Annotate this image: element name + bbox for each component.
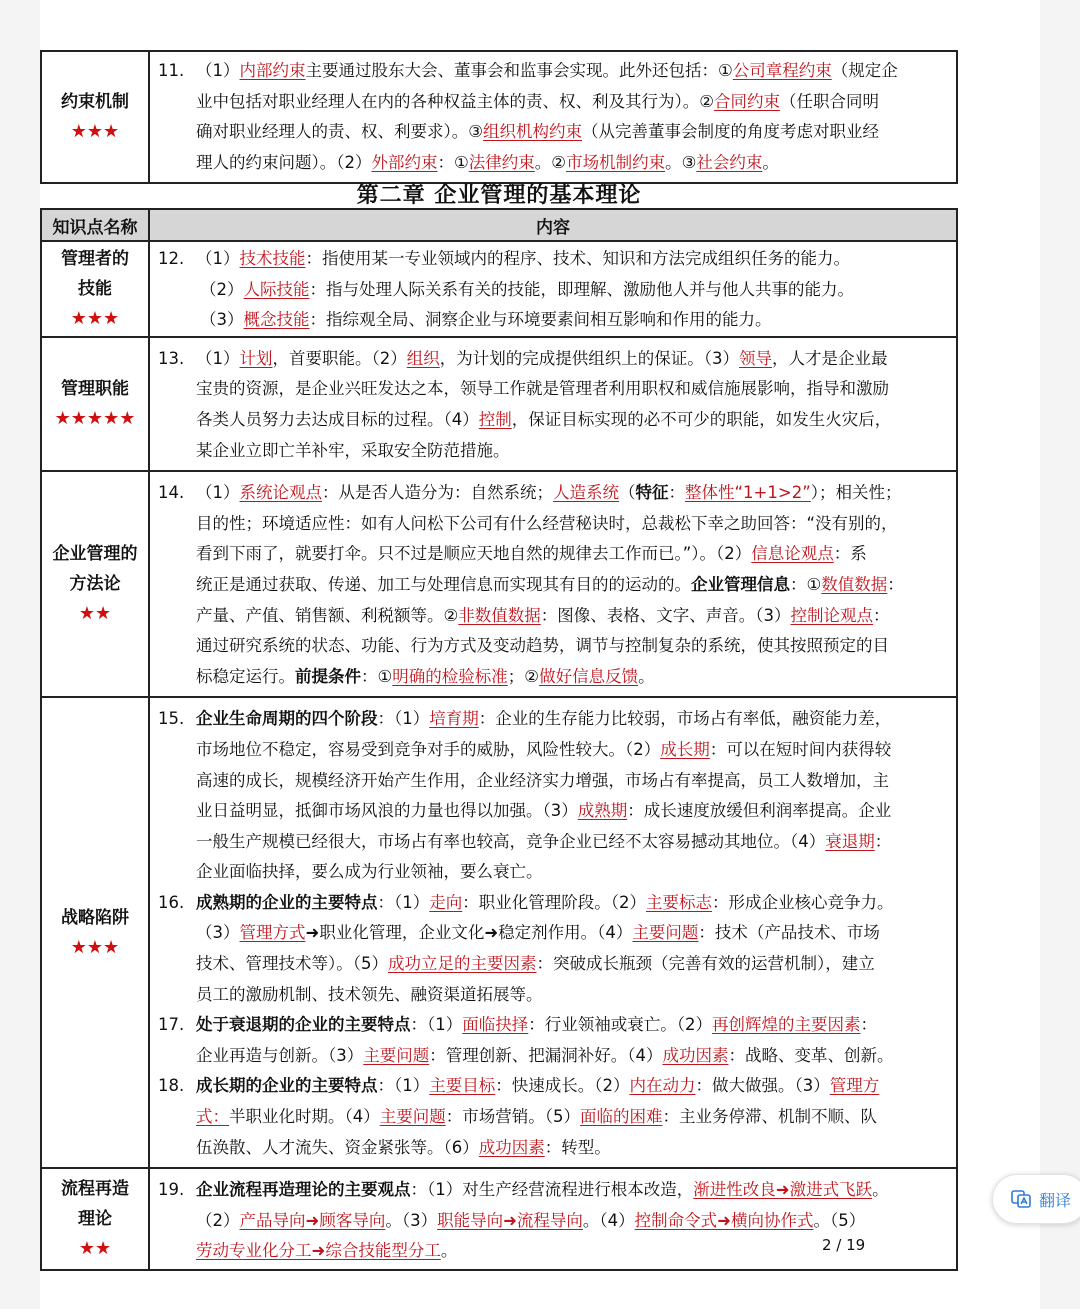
text-run: 主要通过股东大会、董事会和监事会实现。此外还包括：① [305, 61, 733, 80]
text-run: （ [619, 483, 636, 503]
key-term: 主要目标 [429, 1076, 496, 1096]
text-run: （3） [200, 310, 244, 330]
content-line [196, 305, 948, 336]
content-line [196, 405, 948, 436]
key-term: 成功因素 [478, 1137, 545, 1157]
key-term: 控制 [478, 409, 512, 429]
text-run: （1） [196, 483, 240, 503]
text-run: 企业再造与创新。（3） [196, 1045, 364, 1065]
text-run: ：指使用某一专业领域内的程序、技术、知识和方法完成组织任务的能力。 [305, 249, 850, 268]
text-run: ：图像、表格、文字、声音。（3） [540, 605, 791, 625]
row-name [44, 87, 146, 117]
row-name-line: 管理职能 [61, 378, 129, 399]
table-row-12 [41, 241, 957, 337]
text-run: ：（1）对生产经营流程进行根本改造， [410, 1180, 694, 1200]
table-row-14 [41, 471, 957, 697]
item-number: 19. [158, 1180, 185, 1200]
text-run: ：行业领袖或衰亡。（2） [528, 1015, 712, 1035]
key-term: 面临的困难 [580, 1107, 663, 1127]
key-term: 明确的检验标准 [392, 666, 508, 686]
text-run: （1） [196, 61, 240, 80]
knowledge-point-content [149, 51, 957, 183]
key-term: 培育期 [429, 709, 479, 729]
key-term: 面临抉择 [462, 1015, 529, 1035]
content-line [196, 570, 948, 601]
content-line [196, 344, 948, 375]
text-run: ：① [361, 666, 393, 686]
key-term: 渐进性改良➜激进式飞跃 [693, 1180, 873, 1200]
text-run: 。 [872, 1180, 889, 1200]
knowledge-table [40, 208, 958, 1271]
rating-stars: ★★★★★ [54, 407, 136, 429]
key-term: 再创辉煌的主要因素 [712, 1015, 861, 1035]
knowledge-point-name [41, 337, 149, 471]
key-term: 成熟期 [577, 801, 628, 821]
row-name [44, 244, 146, 304]
key-term: 法律约束 [468, 152, 535, 172]
content-line [196, 436, 948, 467]
text-run: 半职业化时期。（4） [229, 1107, 380, 1127]
bold-term: 成熟期的企业的主要特点 [196, 892, 378, 912]
text-run: ：指综观全局、洞察企业与环境要素间相互影响和作用的能力。 [309, 310, 772, 330]
content-multi [158, 704, 948, 1163]
content-line [196, 918, 948, 949]
text-run: ）；相关性； [810, 483, 902, 503]
key-term: 市场机制约束 [566, 152, 666, 172]
knowledge-point-name [41, 51, 149, 183]
key-term: 控制论观点 [790, 605, 874, 625]
text-run: 某企业立即亡羊补牢，采取安全防范措施。 [196, 440, 510, 460]
content-paragraph [158, 478, 948, 692]
key-term: 做好信息反馈 [539, 666, 639, 686]
text-run: ： [860, 1015, 877, 1035]
key-term: 成功因素 [662, 1045, 729, 1065]
key-term: 内部约束 [239, 61, 306, 80]
text-run: 。（4） [582, 1210, 635, 1230]
text-run: （规定企 [831, 61, 898, 80]
row-name [44, 539, 146, 599]
text-run: ： [874, 831, 892, 851]
content-line [196, 374, 948, 405]
row-name-line: 方法论 [69, 574, 121, 595]
key-term: 组织 [406, 348, 440, 368]
text-run: ：从是否人造分为：自然系统； [322, 483, 553, 503]
row-name-line: 约束机制 [61, 92, 129, 113]
text-run: ：成长速度放缓但利润率提高。企业 [627, 801, 892, 821]
content-line [196, 509, 948, 540]
key-term: 组织机构约束 [483, 122, 583, 142]
text-run: （2） [196, 1210, 240, 1230]
content-line [196, 1010, 948, 1041]
bold-term: 特征 [635, 483, 669, 503]
key-term: 主要问题 [363, 1045, 430, 1065]
text-run: 。（3） [385, 1210, 438, 1230]
content-paragraph [158, 344, 948, 466]
knowledge-point-content [149, 697, 957, 1168]
content-line [196, 1071, 948, 1102]
text-run: ：做大做强。（3） [695, 1076, 830, 1096]
item-number: 18. [158, 1076, 185, 1096]
content-line [196, 601, 948, 632]
text-run: 。 [762, 152, 779, 172]
key-term: 系统论观点 [239, 483, 322, 503]
knowledge-point-name [41, 241, 149, 337]
key-term: 合同约束 [714, 91, 781, 111]
key-term: 劳动专业化分工➜综合技能型分工 [196, 1241, 441, 1261]
key-term: 主要问题 [632, 923, 699, 943]
key-term: 公司章程约束 [732, 61, 832, 80]
text-run: 统正是通过获取、传递、加工与处理信息而实现其有目的的运动的。 [196, 574, 691, 594]
text-run: ：技术（产品技术、市场 [698, 923, 880, 943]
key-term: 信息论观点 [751, 544, 834, 564]
page-indicator: 2 / 19 [822, 1236, 866, 1254]
text-run: ： [873, 605, 890, 625]
text-run: ：指与处理人际关系有关的技能，即理解、激励他人并与他人共事的能力。 [309, 279, 854, 299]
text-run: 业中包括对职业经理人在内的各种权益主体的责、权、利及其行为）。② [196, 91, 715, 111]
text-run: 一般生产规模已经很大，市场占有率也较高，竞争企业已经不太容易撼动其地位。（4） [196, 831, 826, 851]
row-name-line: 管理者的 [61, 248, 129, 269]
text-run: ：突破成长瓶颈（完善有效的运营机制），建立 [536, 954, 875, 974]
text-run: ：形成企业核心竞争力。 [712, 892, 894, 912]
rating-stars: ★★★ [70, 307, 120, 329]
content-line [196, 478, 948, 509]
content-line [196, 631, 948, 662]
key-term: 产品导向➜顾客导向 [239, 1210, 386, 1230]
key-term: 数值数据 [821, 574, 888, 594]
text-run: 标稳定运行。 [196, 666, 295, 686]
key-term: 社会约束 [696, 152, 763, 172]
text-run: 各类人员努力去达成目标的过程。（4） [196, 409, 479, 429]
bold-term: 企业生命周期的四个阶段 [196, 709, 378, 729]
content-line [196, 949, 948, 980]
text-run: 。③ [665, 152, 697, 172]
row-name-line: 流程再造 [61, 1179, 129, 1200]
key-term: 式： [196, 1107, 229, 1127]
text-run: （3） [196, 923, 240, 943]
column-header-content: 内容 [149, 209, 957, 241]
content-line [196, 148, 948, 179]
key-term: 成长期 [660, 739, 710, 759]
key-term: 管理方 [829, 1076, 880, 1096]
text-run: ： [668, 483, 685, 503]
key-term: 控制命令式➜横向协作式 [634, 1210, 814, 1230]
text-run: ，为计划的完成提供组织上的保证。（3） [439, 348, 739, 368]
bold-term: 企业流程再造理论的主要观点 [196, 1180, 411, 1200]
text-run: ：（1） [377, 1076, 430, 1096]
text-run: 企业面临抉择，要么成为行业领袖，要么衰亡。 [196, 862, 543, 882]
row-name-line: 理论 [78, 1209, 112, 1230]
content-line [196, 244, 948, 275]
row-name [44, 903, 146, 933]
rating-stars: ★★ [78, 603, 112, 625]
text-run: 通过研究系统的状态、功能、行为方式及变动趋势，调节与控制复杂的系统，使其按照预定的目 [196, 636, 889, 656]
item-number: 11. [158, 61, 185, 80]
text-run: ：（1） [410, 1015, 463, 1035]
content-line [196, 857, 948, 888]
table-row-19 [41, 1168, 957, 1270]
text-run: 员工的激励机制、技术领先、融资渠道拓展等。 [196, 984, 543, 1004]
text-run: 。② [534, 152, 567, 172]
text-run: 目的性；环境适应性：如有人问松下公司有什么经营秘诀时，总裁松下幸之助回答：“没有别的， [196, 513, 898, 533]
table-row-11 [40, 50, 958, 184]
text-run: ：企业的生存能力比较弱，市场占有率低，融资能力差， [478, 709, 892, 729]
key-term: 计划 [239, 348, 273, 368]
content-line [196, 56, 948, 87]
knowledge-point-name [41, 697, 149, 1168]
key-term: 职能导向➜流程导向 [437, 1210, 583, 1230]
text-run: ： [887, 574, 904, 594]
content-line [196, 827, 948, 858]
text-run: 高速的成长，规模经济开始产生作用，企业经济实力增强，市场占有率提高，员工人数增加，主 [196, 770, 889, 790]
key-term: 非数值数据 [458, 605, 541, 625]
content-line [196, 1206, 948, 1237]
text-run: 理人的约束问题）。（2） [196, 152, 372, 172]
item-number: 14. [158, 483, 185, 503]
key-term: 衰退期 [825, 831, 875, 851]
knowledge-point-name [41, 471, 149, 697]
content-paragraph [158, 1071, 948, 1163]
column-header-name: 知识点名称 [41, 209, 149, 241]
key-term: 管理方式 [239, 923, 306, 943]
content-line [196, 1102, 948, 1133]
content-line [196, 117, 948, 148]
key-term: 人造系统 [553, 483, 619, 503]
text-run: ：职业化管理阶段。（2） [462, 892, 646, 912]
content-line [196, 735, 948, 766]
text-run: （2） [200, 279, 244, 299]
text-run: ：主业务停滞、机制不顺、队 [662, 1107, 877, 1127]
content-line [196, 888, 948, 919]
text-run: 业日益明显，抵御市场风浪的力量也得以加强。（3） [196, 801, 578, 821]
item-number: 16. [158, 892, 185, 912]
key-term: 外部约束 [371, 152, 438, 172]
translate-icon [1011, 1190, 1031, 1208]
text-run: 看到下雨了，就要打伞。只不过是顺应天地自然的规律去工作而已。”）。（2） [196, 544, 752, 564]
text-run: （从完善董事会制度的角度考虑对职业经 [582, 122, 880, 142]
item-number: 12. [158, 249, 185, 268]
knowledge-point-content [149, 337, 957, 471]
content-line [196, 1175, 948, 1206]
content-paragraph [158, 244, 948, 336]
content-line [196, 1133, 948, 1164]
bold-term: 企业管理信息 [691, 574, 790, 594]
text-run: ：转型。 [544, 1137, 611, 1157]
text-run: ：（1） [377, 709, 430, 729]
content-line [196, 87, 948, 118]
item-number: 13. [158, 348, 185, 368]
translate-label: 翻译 [1039, 1190, 1072, 1210]
knowledge-point-content [149, 241, 957, 337]
item-number: 17. [158, 1015, 185, 1035]
rating-stars: ★★★ [70, 121, 120, 143]
text-run: 市场地位不稳定，容易受到竞争对手的威胁，风险性较大。（2） [196, 739, 661, 759]
text-run: ➜职业化管理，企业文化➜稳定剂作用。（4） [305, 923, 633, 943]
text-run: 宝贵的资源，是企业兴旺发达之本，领导工作就是管理者利用职权和威信施展影响，指导和激励 [196, 379, 889, 399]
row-name [44, 374, 146, 404]
item-number: 15. [158, 709, 185, 729]
row-name-line: 技能 [78, 278, 112, 299]
text-run: 。 [638, 666, 655, 686]
content-line [196, 275, 948, 306]
key-term: 主要标志 [646, 892, 712, 912]
content-paragraph [158, 1010, 948, 1071]
table-row-13 [41, 337, 957, 471]
text-run: 技术、管理技术等）。（5） [196, 954, 388, 974]
text-run: ：系 [833, 544, 867, 564]
key-term: 成功立足的主要因素 [388, 954, 537, 974]
knowledge-point-content [149, 471, 957, 697]
rating-stars: ★★★ [70, 936, 120, 958]
bold-term: 处于衰退期的企业的主要特点 [196, 1015, 411, 1035]
content-line [196, 1041, 948, 1072]
table-row-15-18 [41, 697, 957, 1168]
content-paragraph [158, 56, 948, 178]
text-run: 确对职业经理人的责、权、利要求）。③ [196, 122, 484, 142]
row-name-line: 企业管理的 [52, 544, 138, 565]
text-run: ，保证目标实现的必不可少的职能，如发生火灾后， [511, 409, 892, 429]
chapter-title: 第二章 企业管理的基本理论 [356, 183, 642, 208]
row-name-line: 战略陷阱 [61, 907, 129, 928]
content-paragraph [158, 888, 948, 1010]
content-paragraph [158, 704, 948, 888]
bold-term: 前提条件 [295, 666, 361, 686]
key-term: 概念技能 [243, 310, 310, 330]
text-run: ：（1） [377, 892, 430, 912]
key-term: 人际技能 [243, 279, 310, 299]
rating-stars: ★★ [78, 1238, 112, 1260]
text-run: （1） [196, 348, 240, 368]
text-run: ，首要职能。（2） [272, 348, 407, 368]
text-run: 产量、产值、销售额、利税额等。② [196, 605, 459, 625]
row-name [44, 1174, 146, 1234]
content-line [196, 796, 948, 827]
text-run: ：管理创新、把漏洞补好。（4） [429, 1045, 663, 1065]
text-run: ：① [437, 152, 469, 172]
knowledge-point-name [41, 1168, 149, 1270]
bold-term: 成长期的企业的主要特点 [196, 1076, 378, 1096]
content-line [196, 662, 948, 693]
key-term: 领导 [739, 348, 772, 368]
key-term: 走向 [429, 892, 463, 912]
content-line [196, 766, 948, 797]
text-run: ：① [790, 574, 822, 594]
text-run: ：市场营销。（5） [445, 1107, 580, 1127]
text-run: 伍涣散、人才流失、资金紧张等。（6） [196, 1137, 479, 1157]
text-run: ；② [507, 666, 540, 686]
key-term: 主要问题 [379, 1107, 446, 1127]
text-run: （任职合同明 [780, 91, 880, 111]
key-term: 整体性“1+1>2” [685, 483, 811, 503]
knowledge-point-content [149, 1168, 957, 1270]
text-run: 。（5） [813, 1210, 866, 1230]
content-line [196, 980, 948, 1011]
text-run: ，人才是企业最 [772, 348, 888, 368]
content-line [196, 539, 948, 570]
translate-button[interactable] [992, 1174, 1080, 1224]
key-term: 内在动力 [629, 1076, 696, 1096]
text-run: （1） [196, 249, 240, 268]
text-run: ：战略、变革、创新。 [728, 1045, 894, 1065]
text-run: 。 [440, 1241, 458, 1261]
content-line [196, 704, 948, 735]
key-term: 技术技能 [239, 249, 306, 268]
text-run: ：快速成长。（2） [495, 1076, 630, 1096]
text-run: ：可以在短时间内获得较 [709, 739, 892, 759]
